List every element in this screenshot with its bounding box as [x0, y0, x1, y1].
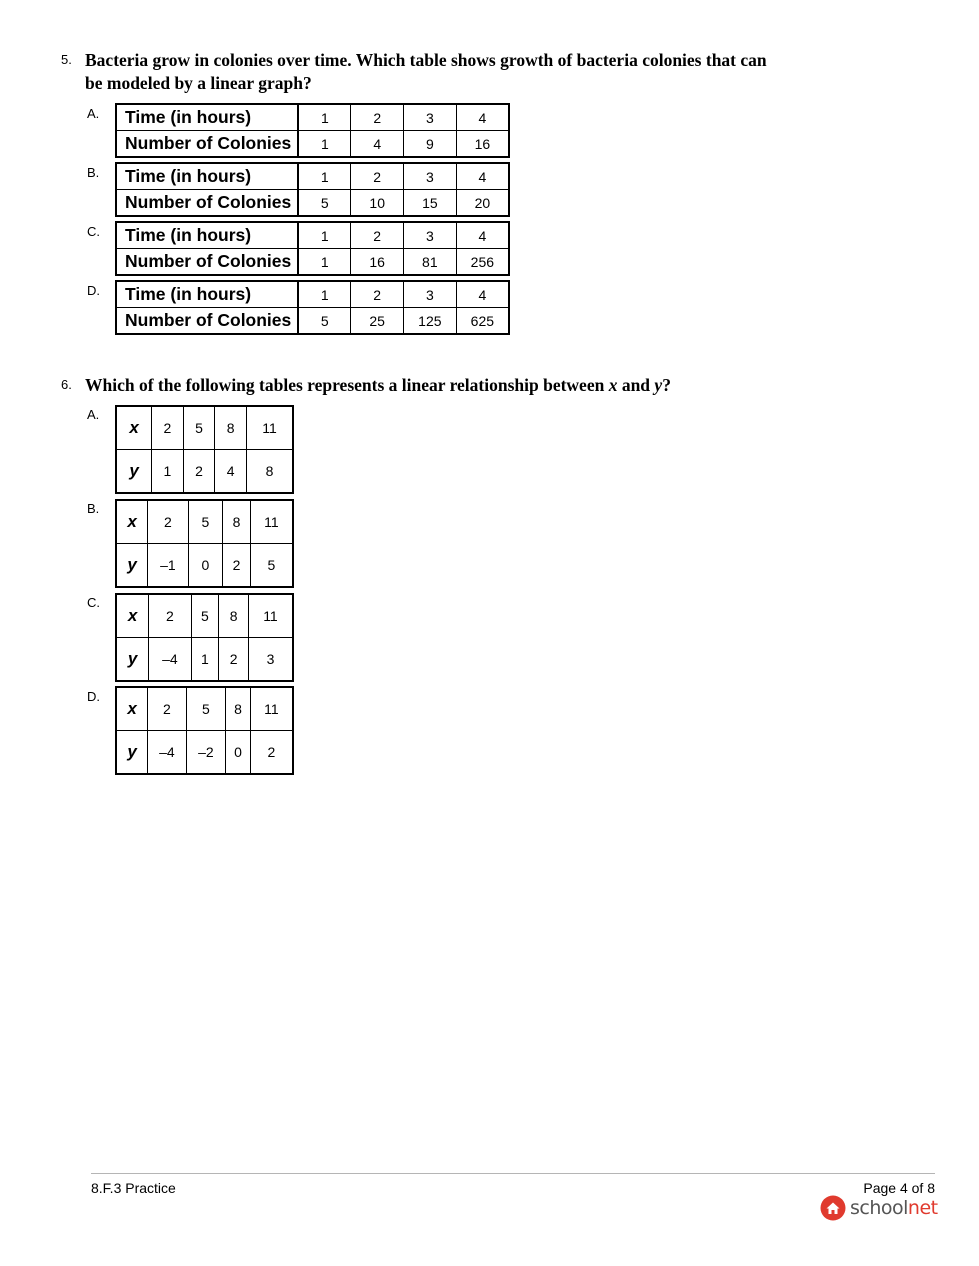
- question-6-text-pre: Which of the following tables represents a linear relationship between: [85, 375, 609, 395]
- table-cell: 5: [298, 190, 351, 217]
- table-cell: 8: [219, 594, 249, 638]
- question-6-text-mid: and: [617, 375, 655, 395]
- variable-y: y: [654, 375, 663, 395]
- table-row: [116, 190, 509, 217]
- table-cell: 8: [223, 500, 251, 544]
- q5-option-a-table: [115, 103, 510, 158]
- table-cell: 11: [250, 687, 293, 731]
- table-row: [116, 450, 293, 494]
- footer-title: 8.F.3 Practice: [91, 1180, 176, 1196]
- table-cell: 5: [250, 544, 293, 588]
- table-cell: 4: [351, 131, 404, 158]
- table-row: [116, 687, 293, 731]
- row-label-y: y: [116, 544, 148, 588]
- table-row: [116, 163, 509, 190]
- table-row: [116, 308, 509, 335]
- table-row: [116, 731, 293, 775]
- q6-option-c-table: [115, 593, 294, 682]
- row-label-time: Time (in hours): [116, 163, 298, 190]
- table-cell: 2: [351, 163, 404, 190]
- table-cell: 11: [250, 500, 293, 544]
- table-cell: 8: [246, 450, 293, 494]
- row-label-time: Time (in hours): [116, 222, 298, 249]
- row-label-x: x: [116, 594, 149, 638]
- q6-option-d-letter: D.: [87, 689, 100, 704]
- table-row: [116, 131, 509, 158]
- q6-option-b-table: [115, 499, 294, 588]
- table-cell: 2: [152, 406, 184, 450]
- table-cell: 25: [351, 308, 404, 335]
- q6-option-a-letter: A.: [87, 407, 100, 422]
- question-5-line-1: Bacteria grow in colonies over time. Which table shows growth of bacteria colonies that can: [85, 50, 767, 70]
- table-cell: 1: [191, 638, 219, 682]
- table-cell: 5: [183, 406, 215, 450]
- table-row: [116, 594, 293, 638]
- table-cell: –4: [149, 638, 191, 682]
- table-cell: 3: [404, 104, 457, 131]
- q6-option-b-letter: B.: [87, 501, 100, 516]
- table-cell: 16: [351, 249, 404, 276]
- table-row: [116, 222, 509, 249]
- row-label-time: Time (in hours): [116, 281, 298, 308]
- q5-option-b-letter: B.: [87, 165, 100, 180]
- table-cell: 2: [219, 638, 249, 682]
- table-cell: 1: [152, 450, 184, 494]
- table-cell: 3: [404, 222, 457, 249]
- question-6-text: [85, 374, 671, 397]
- q5-option-d-table: [115, 280, 510, 335]
- question-5-number: 5.: [61, 52, 72, 67]
- question-5-text: [85, 49, 767, 95]
- table-cell: –1: [148, 544, 188, 588]
- table-cell: 4: [456, 281, 509, 308]
- table-cell: 2: [351, 104, 404, 131]
- row-label-x: x: [116, 406, 152, 450]
- q5-option-a-letter: A.: [87, 106, 100, 121]
- table-row: [116, 544, 293, 588]
- table-cell: 0: [188, 544, 223, 588]
- table-cell: 10: [351, 190, 404, 217]
- footer-divider: [91, 1173, 935, 1174]
- row-label-colonies: Number of Colonies: [116, 190, 298, 217]
- schoolnet-logo: [820, 1195, 938, 1221]
- table-row: [116, 104, 509, 131]
- logo-text: [850, 1197, 938, 1219]
- table-row: [116, 406, 293, 450]
- q5-option-d-letter: D.: [87, 283, 100, 298]
- table-cell: 2: [223, 544, 251, 588]
- table-cell: 8: [226, 687, 251, 731]
- table-cell: 625: [456, 308, 509, 335]
- variable-x: x: [608, 375, 618, 395]
- table-cell: 16: [456, 131, 509, 158]
- table-cell: 125: [403, 308, 456, 335]
- table-cell: 2: [183, 450, 215, 494]
- table-cell: 2: [149, 594, 191, 638]
- table-cell: 1: [298, 222, 351, 249]
- row-label-colonies: Number of Colonies: [116, 249, 298, 276]
- table-cell: 11: [248, 594, 293, 638]
- table-row: [116, 281, 509, 308]
- table-cell: 3: [404, 163, 457, 190]
- table-cell: 9: [404, 131, 457, 158]
- logo-text-school: school: [850, 1197, 908, 1219]
- table-cell: 4: [215, 450, 247, 494]
- row-label-x: x: [116, 687, 148, 731]
- q6-option-c-letter: C.: [87, 595, 100, 610]
- q5-option-c-letter: C.: [87, 224, 100, 239]
- row-label-y: y: [116, 731, 148, 775]
- house-icon: [820, 1195, 846, 1221]
- table-cell: 81: [404, 249, 457, 276]
- q5-option-c-table: [115, 221, 510, 276]
- q6-option-a-table: [115, 405, 294, 494]
- table-cell: 2: [148, 687, 187, 731]
- table-cell: 2: [250, 731, 293, 775]
- question-6-number: 6.: [61, 377, 72, 392]
- row-label-colonies: Number of Colonies: [116, 308, 298, 335]
- question-6-text-post: ?: [662, 375, 671, 395]
- table-cell: 8: [215, 406, 247, 450]
- row-label-time: Time (in hours): [116, 104, 298, 131]
- row-label-y: y: [116, 638, 149, 682]
- table-cell: 5: [298, 308, 351, 335]
- table-cell: 4: [456, 222, 509, 249]
- table-cell: –2: [186, 731, 226, 775]
- table-cell: 1: [298, 249, 351, 276]
- table-cell: 256: [456, 249, 509, 276]
- table-cell: 11: [246, 406, 293, 450]
- table-cell: –4: [148, 731, 187, 775]
- table-cell: 1: [298, 131, 351, 158]
- question-5-line-2: be modeled by a linear graph?: [85, 73, 312, 93]
- table-cell: 1: [298, 281, 351, 308]
- table-cell: 3: [248, 638, 293, 682]
- table-cell: 2: [148, 500, 188, 544]
- table-cell: 20: [456, 190, 509, 217]
- table-cell: 4: [456, 163, 509, 190]
- q5-option-b-table: [115, 162, 510, 217]
- table-cell: 0: [226, 731, 251, 775]
- table-row: [116, 638, 293, 682]
- table-cell: 5: [188, 500, 223, 544]
- table-cell: 4: [456, 104, 509, 131]
- table-cell: 2: [351, 222, 404, 249]
- table-cell: 15: [404, 190, 457, 217]
- row-label-x: x: [116, 500, 148, 544]
- table-cell: 2: [351, 281, 404, 308]
- table-row: [116, 500, 293, 544]
- page-number: Page 4 of 8: [863, 1180, 935, 1196]
- row-label-y: y: [116, 450, 152, 494]
- table-row: [116, 249, 509, 276]
- table-cell: 5: [186, 687, 226, 731]
- table-cell: 1: [298, 163, 351, 190]
- q6-option-d-table: [115, 686, 294, 775]
- table-cell: 1: [298, 104, 351, 131]
- table-cell: 5: [191, 594, 219, 638]
- logo-text-net: net: [907, 1197, 938, 1219]
- table-cell: 3: [403, 281, 456, 308]
- row-label-colonies: Number of Colonies: [116, 131, 298, 158]
